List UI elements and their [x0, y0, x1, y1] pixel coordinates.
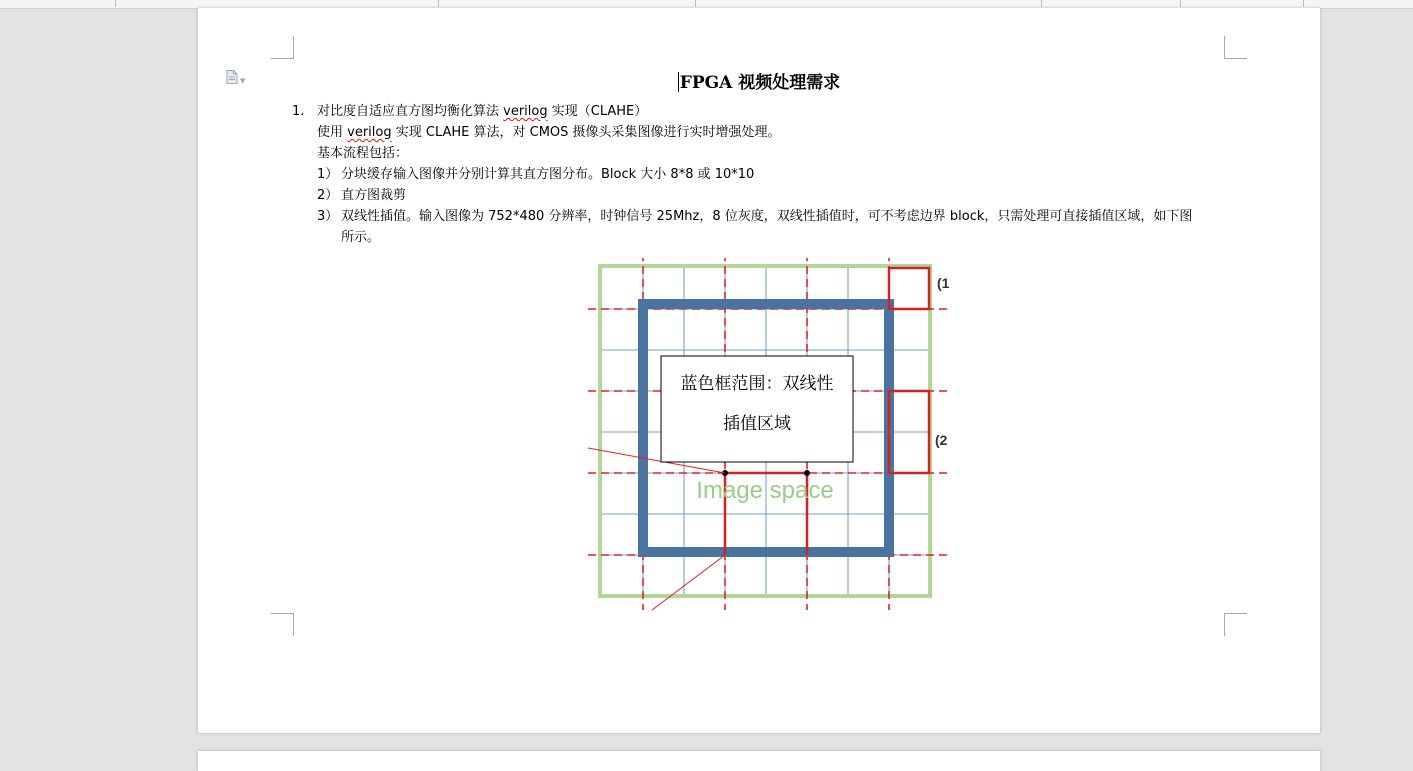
step-text: 直方图裁剪	[341, 188, 407, 203]
step-text-continued: 所示。	[341, 230, 381, 245]
paragraph-line: 基本流程包括：	[317, 146, 409, 161]
paragraph-line: 使用 verilog 实现 CLAHE 算法，对 CMOS 摄像头采集图像进行实时增强处理。	[317, 125, 781, 140]
step-text: 分块缓存输入图像并分别计算其直方图分布。Block 大小 8*8 或 10*10	[341, 167, 755, 182]
interpolation-diagram[interactable]	[588, 258, 958, 613]
step-text: 双线性插值。输入图像为 752*480 分辨率，时钟信号 25Mhz，8 位灰度，双线性插值时，可不考虑边界 block，只需处理可直接插值区域，如下图	[341, 209, 1193, 224]
callout-line-1: 蓝色框范围：双线性	[680, 374, 834, 393]
document-page[interactable]	[198, 8, 1320, 733]
sample-point	[804, 470, 810, 476]
image-space-label: Image space	[696, 477, 834, 504]
chevron-down-icon: ▼	[240, 76, 246, 85]
step-number: 3）	[317, 209, 339, 224]
list-number: 1.	[292, 104, 305, 119]
callout-line-2: 插值区域	[723, 414, 791, 433]
callout-box	[661, 356, 853, 462]
region-2-label: (2	[935, 432, 948, 448]
list-item-heading: 对比度自适应直方图均衡化算法 verilog 实现（CLAHE）	[317, 104, 648, 119]
document-title[interactable]: FPGA 视频处理需求	[679, 73, 841, 93]
region-1-label: (1	[937, 275, 950, 291]
spellcheck-word[interactable]: verilog	[347, 125, 392, 140]
region-1-box	[889, 268, 929, 309]
step-number: 1）	[317, 167, 339, 182]
spellcheck-word[interactable]: verilog	[503, 104, 548, 119]
step-number: 2）	[317, 188, 339, 203]
next-page[interactable]	[198, 751, 1320, 771]
